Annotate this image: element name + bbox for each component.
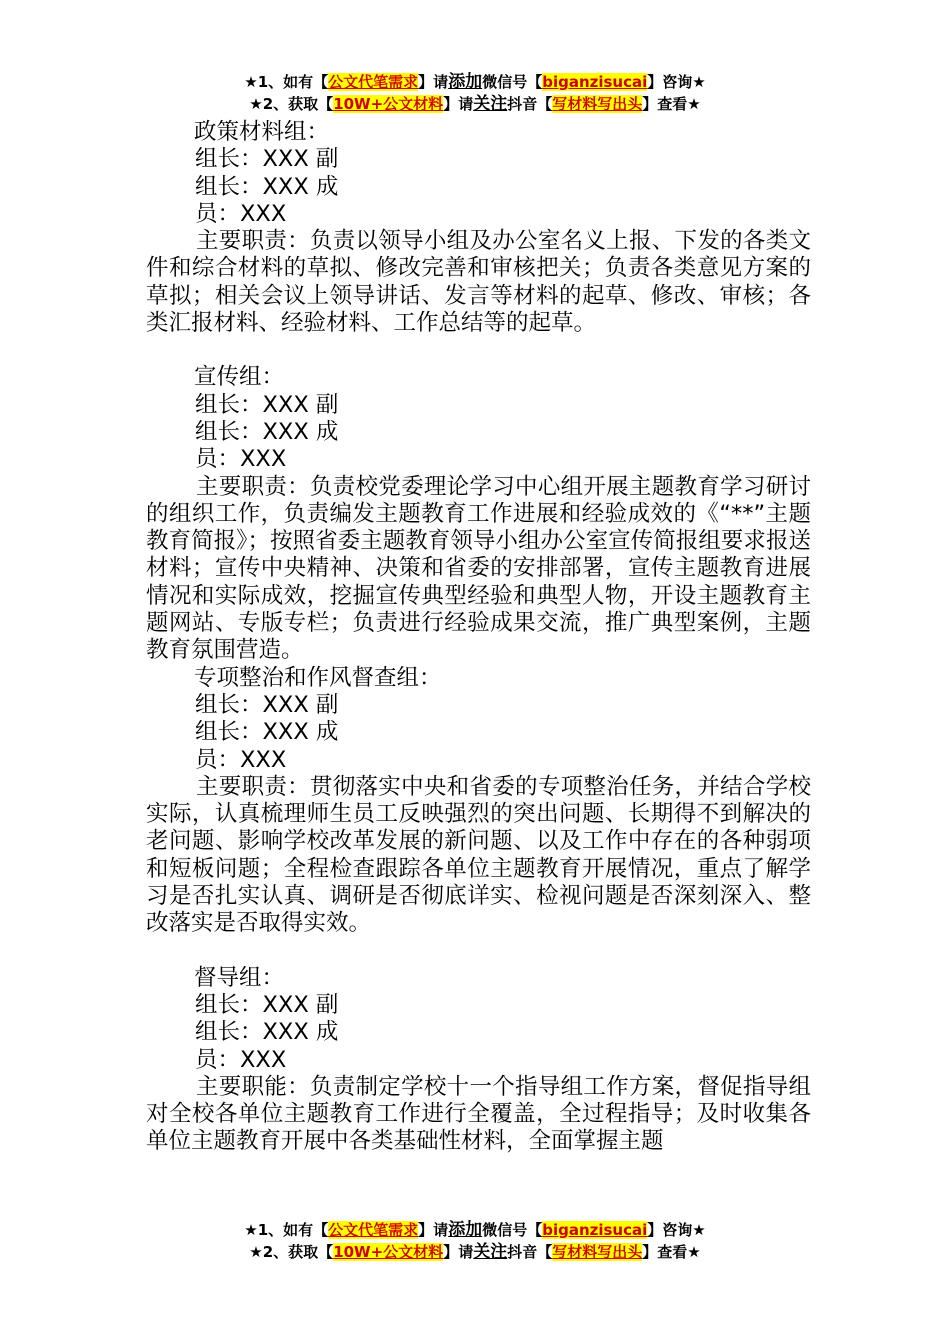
spacer (146, 337, 811, 364)
member-line: 组长：XXX 成 (195, 1019, 339, 1046)
member-line: 组长：XXX 副 (195, 691, 339, 718)
member-line: 组长：XXX 副 (195, 391, 339, 418)
document-body (146, 119, 811, 1156)
banner-highlight: 10W+公文材料 (333, 1243, 444, 1261)
section-title: 督导组： (194, 964, 285, 991)
section-title: 政策材料组： (194, 119, 330, 145)
member-line: 员：XXX (195, 200, 287, 227)
member-line: 组长：XXX 成 (195, 173, 339, 200)
footer-banner (0, 1219, 950, 1263)
banner-line-1: ★1、如有【公文代笔需求】请添加微信号【biganzisucai】咨询★ (244, 1220, 706, 1240)
header-banner (0, 71, 950, 115)
section-title: 宣传组： (194, 364, 285, 391)
member-line: 组长：XXX 副 (195, 991, 339, 1018)
banner-highlight: 10W+公文材料 (333, 95, 444, 113)
banner-highlight: biganzisucai (542, 73, 648, 91)
member-line: 员：XXX (195, 446, 287, 473)
banner-highlight: 公文代笔需求 (328, 1221, 419, 1239)
member-line: 组长：XXX 成 (195, 719, 339, 746)
section-title: 专项整治和作风督查组： (194, 664, 442, 691)
banner-line-2: ★2、获取【10W+公文材料】请关注抖音【写材料写出头】查看★ (249, 1242, 701, 1262)
banner-highlight: 公文代笔需求 (328, 73, 419, 91)
banner-line-1: ★1、如有【公文代笔需求】请添加微信号【biganzisucai】咨询★ (244, 72, 706, 92)
banner-highlight: 写材料写出头 (552, 1243, 643, 1261)
banner-highlight: biganzisucai (542, 1221, 648, 1239)
member-line: 组长：XXX 副 (195, 146, 339, 173)
duty-paragraph: 主要职能：负责制定学校十一个指导组工作方案，督促指导组对全校各单位主题教育工作进行全覆盖，全过程指导；及时收集各单位主题教育开展中各类基础性材料，全面掌握主题 (146, 1073, 811, 1155)
member-line: 员：XXX (195, 1046, 287, 1073)
member-line: 员：XXX (195, 746, 287, 773)
banner-highlight: 写材料写出头 (552, 95, 643, 113)
spacer (146, 938, 811, 965)
duty-paragraph: 主要职责：负责以领导小组及办公室名义上报、下发的各类文件和综合材料的草拟、修改完善和审核把关；负责各类意见方案的草拟；相关会议上领导讲话、发言等材料的起草、修改、审核；各类汇报材料、经验材料、工作总结等的起草。 (146, 228, 811, 337)
banner-line-2: ★2、获取【10W+公文材料】请关注抖音【写材料写出头】查看★ (249, 94, 701, 114)
duty-paragraph: 主要职责：负责校党委理论学习中心组开展主题教育学习研讨的组织工作，负责编发主题教育工作进展和经验成效的《“**”主题教育简报》；按照省委主题教育领导小组办公室宣传简报组要求报送材料；宣传中央精神、决策和省委的安排部署，宣传主题教育进展情况和实际成效，挖掘宣传典型经验和典型人物，开设主题教育主题网站、专版专栏；负责进行经验成果交流，推广典型案例，主题教育氛围营造。 (146, 473, 811, 664)
member-line: 组长：XXX 成 (195, 418, 339, 445)
duty-paragraph: 主要职责：贯彻落实中央和省委的专项整治任务，并结合学校实际，认真梳理师生员工反映强烈的突出问题、长期得不到解决的老问题、影响学校改革发展的新问题、以及工作中存在的各种弱项和短板问题；全程检查跟踪各单位主题教育开展情况，重点了解学习是否扎实认真、调研是否彻底详实、检视问题是否深刻深入、整改落实是否取得实效。 (146, 773, 811, 937)
